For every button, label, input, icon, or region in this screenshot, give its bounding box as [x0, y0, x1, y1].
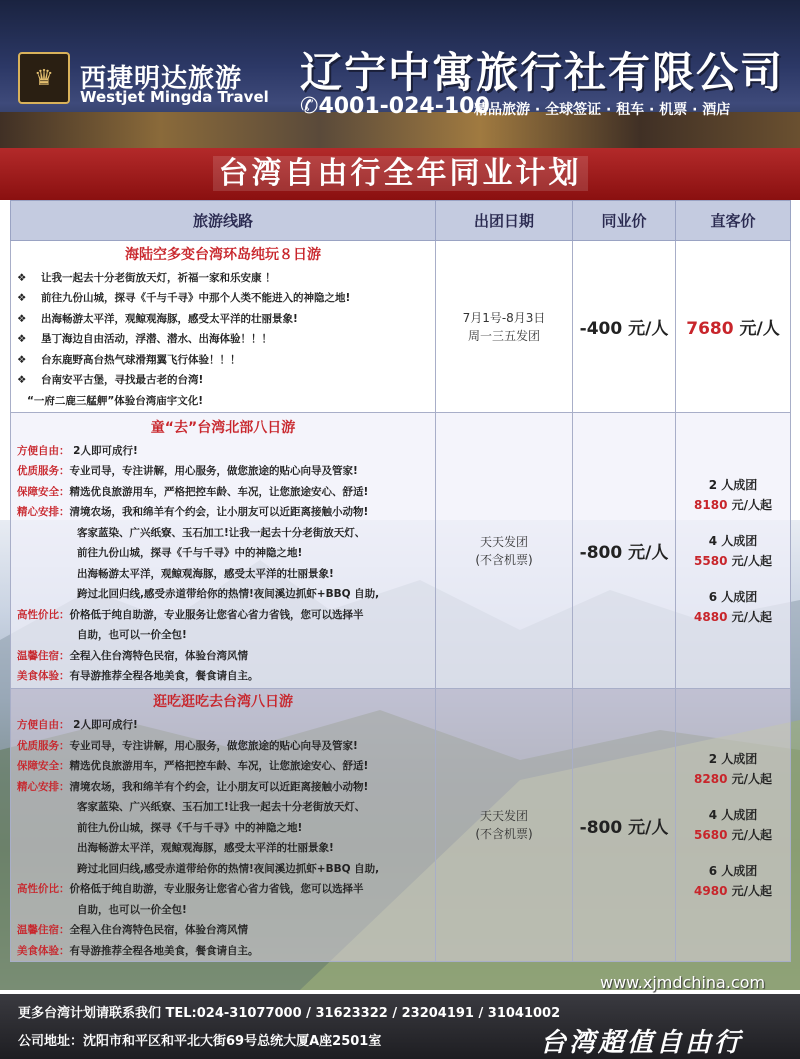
- route-line: 自助，也可以一价全包!: [77, 629, 187, 641]
- spacer: [676, 845, 790, 861]
- route-line: 跨过北回归线,感受赤道带给你的热情!夜间溪边抓虾+BBQ 自助,: [77, 862, 380, 875]
- route-line-label: 优质服务：: [17, 465, 70, 477]
- tier-price-unit: 元/人起: [727, 553, 772, 568]
- route-line-text: 出海畅游太平洋，观鲸观海豚，感受太平洋的壮丽景象!: [41, 312, 298, 325]
- route-cell: [11, 689, 436, 962]
- route-line: [11, 666, 435, 687]
- tier-price-value: 4980: [694, 884, 728, 898]
- bullet-icon: ❖: [17, 333, 27, 346]
- route-line: 出海畅游太平洋，观鲸观海豚，感受太平洋的壮丽景象!: [77, 842, 334, 854]
- route-line-label: 温馨住宿：: [17, 649, 70, 662]
- route-line: [11, 777, 435, 798]
- tier-price-unit: 元/人起: [727, 772, 772, 786]
- route-line-text: 有导游推荐全程各地美食，餐食请自主。: [69, 944, 259, 957]
- route-line-text: 清境农场，我和绵羊有个约会，让小朋友可以近距离接触小动物!: [69, 506, 369, 518]
- date-schedule: (不含机票): [475, 552, 533, 567]
- table-row: [11, 241, 791, 413]
- tier-price-value: 8180: [694, 497, 728, 512]
- date-range: 7月1号-8月3日: [462, 310, 546, 325]
- route-line: [11, 441, 435, 462]
- website-link[interactable]: www.xjmdchina.com: [600, 973, 766, 992]
- route-line-label: 温馨住宿：: [17, 924, 70, 936]
- phone-text: 4001-024-100: [318, 94, 490, 119]
- route-line-text: 专业司导，专注讲解，用心服务，做您旅途的贴心向导及管家!: [69, 739, 358, 752]
- phone-icon: ✆: [300, 94, 319, 119]
- tier-price-value: 5580: [694, 553, 728, 568]
- spacer: [676, 789, 790, 805]
- route-line-text: 台南安平古堡，寻找最古老的台湾!: [41, 374, 204, 387]
- route-line-text: 台东鹿野高台热气球滑翔翼飞行体验！！！: [41, 353, 241, 366]
- route-line: 前往九份山城，探寻《千与千寻》中的神隐之地!: [77, 547, 303, 559]
- route-cell: [11, 413, 436, 689]
- tier-price: [676, 551, 790, 571]
- route-line-text: 让我一起去十分老街放天灯，祈福一家和乐安康 ！: [41, 271, 276, 284]
- footer-slogan: 台湾超值自由行: [540, 1028, 744, 1058]
- route-line-text: 2人即可成行!: [69, 444, 138, 457]
- date-cell: [436, 689, 573, 962]
- peer-price: -400 元/人: [573, 241, 676, 413]
- spacer: [676, 515, 790, 531]
- tier-group: 2 人成团: [708, 752, 758, 766]
- route-title: 海陆空多变台湾环岛纯玩８日游: [125, 246, 321, 263]
- date-range: 天天发团: [479, 809, 528, 823]
- tier-group: 6 人成团: [708, 864, 758, 878]
- services-list: 精品旅游 · 全球签证 · 租车 · 机票 · 酒店: [474, 102, 731, 118]
- tier-group: 4 人成团: [708, 533, 758, 548]
- route-line-text: 全程入住台湾特色民宿，体验台湾风情: [69, 649, 248, 662]
- date-range: 天天发团: [479, 534, 528, 549]
- route-line-label: 保障安全：: [17, 760, 70, 772]
- route-line: [11, 646, 435, 667]
- col-header-date: 出团日期: [436, 201, 573, 241]
- date-cell: [436, 413, 573, 689]
- route-line-label: 高性价比：: [17, 608, 70, 621]
- footer: [0, 994, 800, 1059]
- title-banner: [0, 148, 800, 200]
- route-line-text: 前往九份山城，探寻《千与千寻》中那个人类不能进入的神隐之地!: [41, 292, 351, 305]
- route-line: [11, 482, 435, 503]
- route-line: [11, 268, 435, 289]
- direct-price-value: 7680: [686, 319, 734, 339]
- route-line-text: 价格低于纯自助游，专业服务让您省心省力省钱，您可以选择半: [69, 608, 364, 621]
- table-row: [11, 413, 791, 689]
- banner-title-text: 台湾自由行全年同业计划: [213, 156, 588, 191]
- direct-price-cell: [676, 689, 791, 962]
- route-line-text: 精选优良旅游用车，严格把控车龄、车况，让您旅途安心、舒适!: [69, 760, 369, 772]
- route-line-text: “一府二鹿三艋舺”体验台湾庙宇文化!: [27, 394, 204, 407]
- bullet-icon: ❖: [17, 292, 27, 305]
- route-line: [11, 736, 435, 757]
- company-name: 辽宁中寓旅行社有限公司: [300, 48, 785, 97]
- tier-price-value: 8280: [694, 772, 728, 786]
- route-line: 跨过北回归线,感受赤道带给你的热情!夜间溪边抓虾+BBQ 自助,: [77, 588, 380, 600]
- route-line-text: 精选优良旅游用车，严格把控车龄、车况，让您旅途安心、舒适!: [69, 485, 369, 498]
- tier-price: [676, 825, 790, 845]
- bullet-icon: ❖: [17, 374, 27, 387]
- route-line-text: 价格低于纯自助游，专业服务让您省心省力省钱，您可以选择半: [69, 883, 364, 895]
- route-line: 自助，也可以一价全包!: [77, 903, 187, 916]
- route-line-label: 高性价比：: [17, 883, 70, 895]
- header: [0, 0, 800, 148]
- spacer: [676, 571, 790, 587]
- company-logo-icon: ♛: [18, 52, 70, 104]
- tier-price-unit: 元/人起: [727, 884, 772, 898]
- tier-price-value: 5680: [694, 828, 728, 842]
- route-line: [11, 370, 435, 391]
- route-line: [11, 502, 435, 523]
- tier-price-unit: 元/人起: [727, 828, 772, 842]
- route-line: 客家蓝染、广兴纸寮、玉石加工!让我一起去十分老街放天灯、: [77, 801, 366, 813]
- footer-address: 公司地址：沈阳市和平区和平北大街69号总统大厦A座2501室: [18, 1034, 382, 1049]
- peer-price: -800 元/人: [573, 413, 676, 689]
- route-line-label: 方便自由：: [17, 719, 70, 731]
- route-line: [11, 715, 435, 736]
- direct-price-cell: [676, 241, 791, 413]
- date-cell: [436, 241, 573, 413]
- route-line-text: 垦丁海边自由活动，浮潜、潜水、出海体验！！！: [41, 333, 272, 346]
- bullet-icon: ❖: [17, 271, 27, 284]
- route-title: 童“去”台湾北部八日游: [150, 419, 296, 436]
- tier-price: [676, 769, 790, 789]
- route-cell: [11, 241, 436, 413]
- tier-price-unit: 元/人起: [727, 609, 772, 624]
- col-header-route: 旅游线路: [11, 201, 436, 241]
- route-line: [11, 288, 435, 309]
- table-row: [11, 689, 791, 962]
- route-line-text: 全程入住台湾特色民宿，体验台湾风情: [69, 924, 248, 936]
- banner-title: [0, 148, 800, 200]
- route-line-label: 精心安排：: [17, 780, 70, 793]
- route-line: [11, 329, 435, 350]
- route-line: [11, 605, 435, 626]
- route-line-label: 美食体验：: [17, 670, 70, 682]
- direct-price-cell: [676, 413, 791, 689]
- tier-group: 4 人成团: [708, 808, 758, 822]
- route-line: [11, 391, 435, 412]
- footer-contact: 更多台湾计划请联系我们 TEL:024-31077000 / 31623322 / 23204191 / 31041002: [18, 1006, 561, 1021]
- date-schedule: 周一三五发团: [467, 328, 540, 343]
- phone-number: [300, 94, 490, 119]
- peer-price: -800 元/人: [573, 689, 676, 962]
- tier-price-value: 4880: [694, 609, 728, 624]
- route-line: [11, 920, 435, 941]
- col-header-direct-price: 直客价: [676, 201, 791, 241]
- route-line: 客家蓝染、广兴纸寮、玉石加工!让我一起去十分老街放天灯、: [77, 526, 366, 539]
- route-line-text: 清境农场，我和绵羊有个约会，让小朋友可以近距离接触小动物!: [69, 780, 369, 793]
- route-line: [11, 461, 435, 482]
- bullet-icon: ❖: [17, 353, 27, 366]
- route-title: 逛吃逛吃去台湾八日游: [153, 694, 293, 710]
- route-line: [11, 941, 435, 962]
- plan-table: [10, 200, 791, 962]
- route-line: 前往九份山城，探寻《千与千寻》中的神隐之地!: [77, 821, 303, 834]
- route-line-label: 精心安排：: [17, 506, 70, 518]
- route-line: 出海畅游太平洋，观鲸观海豚，感受太平洋的壮丽景象!: [77, 567, 334, 580]
- tier-price-unit: 元/人起: [727, 497, 772, 512]
- col-header-peer-price: 同业价: [573, 201, 676, 241]
- tier-price: [676, 881, 790, 901]
- tier-group: 6 人成团: [708, 589, 758, 604]
- route-line-text: 有导游推荐全程各地美食，餐食请自主。: [69, 670, 259, 682]
- tier-price: [676, 495, 790, 515]
- brand-name-cn: 西捷明达旅游: [80, 64, 243, 94]
- route-line: [11, 350, 435, 371]
- tier-group: 2 人成团: [708, 477, 758, 492]
- route-line: [11, 309, 435, 330]
- tier-price: [676, 607, 790, 627]
- route-line-label: 优质服务：: [17, 739, 70, 752]
- brand-name-en: Westjet Mingda Travel: [80, 88, 269, 106]
- bullet-icon: ❖: [17, 312, 27, 325]
- table-header-row: [11, 201, 791, 241]
- route-line-label: 美食体验：: [17, 944, 70, 957]
- route-line-text: 专业司导，专注讲解，用心服务，做您旅途的贴心向导及管家!: [69, 465, 358, 477]
- date-schedule: (不含机票): [475, 827, 533, 841]
- route-line-label: 保障安全：: [17, 485, 70, 498]
- route-line-text: 2人即可成行!: [69, 719, 138, 731]
- route-line: [11, 756, 435, 777]
- route-line-label: 方便自由：: [17, 444, 70, 457]
- direct-price-unit: 元/人: [733, 319, 780, 339]
- route-line: [11, 879, 435, 900]
